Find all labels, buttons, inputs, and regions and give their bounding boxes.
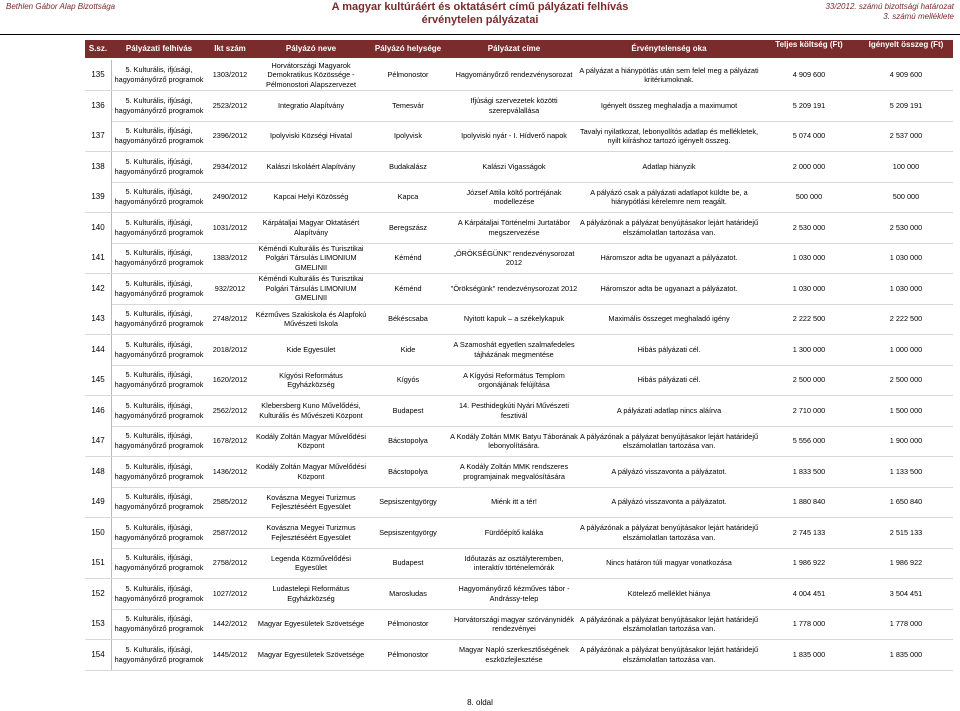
table-row — [85, 487, 953, 518]
row-project-title: "Örökségünk" rendezvénysorozat 2012 — [450, 283, 578, 293]
row-applicant-place: Kéménd — [394, 283, 422, 293]
row-total-cost: 2 745 133 — [792, 527, 826, 537]
row-program: 5. Kulturális, ifjúsági, hagyományőrző programok — [114, 156, 204, 176]
row-applicant-name: Magyar Egyesületek Szövetsége — [257, 619, 365, 629]
row-total-cost: 5 209 191 — [792, 100, 826, 110]
header-reference — [825, 2, 954, 22]
row-invalid-reason: Tavalyi nyilatkozat, lebonyolítós adatlap és mellékletek, nyilt kiírásho​z tartozó igényelt összeg. — [579, 126, 759, 145]
row-total-cost: 5 556 000 — [792, 436, 826, 446]
row-applicant-place: Marosludas — [389, 588, 427, 598]
row-total-cost: 2 222 500 — [792, 314, 826, 324]
table-row — [85, 426, 953, 457]
row-applicant-name: Kapcai Helyi Közösség — [273, 192, 349, 202]
table-row — [85, 335, 953, 366]
row-applicant-place: Kide — [400, 344, 416, 354]
row-applicant-name: Kodály Zoltán Magyar Művelődési Központ — [256, 431, 366, 450]
row-invalid-reason: Adatlap hiányzik — [642, 161, 696, 171]
row-applicant-name: Ludastelepi Református Egyházközség — [272, 584, 350, 603]
row-requested-amount: 1 030 000 — [889, 283, 923, 293]
row-project-title: Horvátországi magyar szórványnidék rendezvényei — [453, 614, 575, 633]
row-applicant-place: Budapest — [392, 558, 424, 568]
row-total-cost: 4 004 451 — [792, 588, 826, 598]
row-invalid-reason: A pályázónak a pályázat benyújtásakor lejárt határidejű elszámolatlan tartozása van. — [579, 645, 759, 664]
row-program: 5. Kulturális, ifjúsági, hagyományőrző programok — [114, 583, 204, 603]
table-row — [85, 365, 953, 396]
column-header-program: Pályázati felhívás — [125, 44, 193, 53]
row-requested-amount: 100 000 — [892, 161, 920, 171]
row-program: 5. Kulturális, ifjúsági, hagyományőrző programok — [114, 309, 204, 328]
row-applicant-name: Kéméndi Kulturális és Turisztikai Polgári Társulás LIMONIUM GMELINII — [258, 274, 364, 303]
column-header-name: Pályázó neve — [285, 44, 337, 53]
row-ikt: 1303/2012 — [212, 70, 248, 80]
row-project-title: A Kodály Zoltán MMK Batyu Tábor​ának lebonyolítására. — [450, 431, 578, 450]
row-number: 148 — [85, 457, 112, 487]
row-program: 5. Kulturális, ifjúsági, hagyományőrző programok — [114, 461, 204, 481]
row-invalid-reason: Nincs határon túli magyar vonatkozása — [606, 558, 732, 568]
row-applicant-name: Magyar Egyesületek Szövetsége — [257, 649, 365, 659]
row-project-title: A Szamoshát egyetlen szalmafedeles tájházának megmentése — [453, 340, 575, 359]
row-project-title: Hagyományőrző rendezvénysorozat — [455, 70, 573, 80]
row-requested-amount: 1 500 000 — [889, 405, 923, 415]
row-invalid-reason: Igényelt összeg meghaladja a maximumot — [600, 100, 738, 110]
row-total-cost: 2 530 000 — [792, 222, 826, 232]
row-number: 136 — [85, 91, 112, 121]
row-total-cost: 2 500 000 — [792, 375, 826, 385]
row-applicant-name: Kovászna Megyei Turizmus Fejlesztéséért Egyesület — [266, 492, 356, 511]
header-title — [330, 1, 630, 27]
row-applicant-place: Pélmonostor — [387, 619, 429, 629]
column-header-num: S.sz. — [88, 44, 108, 53]
column-header-requested: Igényelt összeg (Ft) — [868, 40, 944, 49]
row-project-title: A Kodály Zoltán MMK rendszeres programjainak megvalósítására — [459, 462, 569, 481]
row-ikt: 2587/2012 — [212, 527, 248, 537]
row-applicant-place: Temesvár — [392, 100, 424, 110]
row-applicant-name: Ipolyviski Községi Hivatal — [270, 131, 352, 141]
row-applicant-place: Bácstopolya — [388, 466, 428, 476]
row-applicant-place: Kéménd — [394, 253, 422, 263]
row-number: 141 — [85, 243, 112, 273]
row-ikt: 1445/2012 — [212, 649, 248, 659]
row-total-cost: 1 880 840 — [792, 497, 826, 507]
row-number: 150 — [85, 518, 112, 548]
table-row — [85, 396, 953, 427]
row-ikt: 932/2012 — [214, 283, 246, 293]
row-number: 147 — [85, 426, 112, 456]
row-requested-amount: 3 504 451 — [889, 588, 923, 598]
row-ikt: 2490/2012 — [212, 192, 248, 202]
row-program: 5. Kulturális, ifjúsági, hagyományőrző programok — [114, 492, 204, 511]
row-total-cost: 1 986 922 — [792, 558, 826, 568]
row-program: 5. Kulturális, ifjúsági, hagyományőrző programok — [114, 553, 204, 572]
row-number: 139 — [85, 182, 112, 212]
row-project-title: Ipolyviski nyár - I. Hídverő napok — [461, 131, 567, 141]
row-ikt: 2562/2012 — [212, 405, 248, 415]
row-applicant-place: Pélmonostor — [387, 70, 429, 80]
row-applicant-place: Budapest — [392, 405, 424, 415]
row-ikt: 1620/2012 — [212, 375, 248, 385]
row-requested-amount: 5 209 191 — [889, 100, 923, 110]
header-title-line1: A magyar kultúráért és oktatásért című pályázati felhívás — [331, 1, 629, 13]
row-requested-amount: 500 000 — [892, 192, 920, 202]
row-applicant-place: Pélmonostor — [387, 649, 429, 659]
header-divider — [0, 34, 960, 35]
row-invalid-reason: Hibás pályázati cél. — [637, 375, 701, 385]
row-applicant-name: Klebersberg Kuno Művelődési, Kulturális és Művészeti Központ — [259, 401, 363, 420]
header-title-line2: érvénytelen pályázatai — [421, 14, 539, 26]
row-number: 146 — [85, 396, 112, 426]
row-number: 149 — [85, 487, 112, 517]
row-project-title: A Kárpátaljai Történelmi Jurtatábor megszervezése — [457, 218, 571, 237]
row-program: 5. Kulturális, ifjúsági, hagyományőrző programok — [114, 278, 204, 298]
column-header-total: Teljes költség (Ft) — [775, 40, 843, 49]
table-header — [85, 40, 953, 58]
row-invalid-reason: Háromszor adta be ugyanazt a pályázatot. — [600, 283, 738, 293]
row-invalid-reason: Kötelező melléklet hiánya — [627, 588, 711, 598]
row-invalid-reason: A pályázó visszavonta a pályázatot. — [611, 497, 727, 507]
row-applicant-place: Sepsiszentgyörgy — [379, 497, 437, 507]
row-total-cost: 1 030 000 — [792, 253, 826, 263]
row-applicant-name: Kéméndi Kulturális és Turisztikai Polgári Társulás LIMONIUM GMELINII — [258, 243, 364, 272]
row-program: 5. Kulturális, ifjúsági, hagyományőrző programok — [114, 217, 204, 237]
row-requested-amount: 1 778 000 — [889, 619, 923, 629]
row-invalid-reason: A pályázat a hiánypótlás után sem felel meg a pályázati kritériumoknak. — [579, 65, 759, 84]
table-row — [85, 91, 953, 122]
row-ikt: 2018/2012 — [212, 344, 248, 354]
row-number: 140 — [85, 213, 112, 243]
row-invalid-reason: A pályázónak a pályázat benyújtásakor lejárt határidejű elszámolatlan tartozása van. — [579, 523, 759, 542]
row-requested-amount: 2 515 133 — [889, 527, 923, 537]
row-total-cost: 1 300 000 — [792, 344, 826, 354]
row-ikt: 1031/2012 — [212, 222, 248, 232]
row-applicant-place: Ipolyvisk — [394, 131, 422, 141]
table-row — [85, 152, 953, 183]
table-row — [85, 579, 953, 610]
row-invalid-reason: A pályázónak a pályázat benyújtásakor lejárt határidejű elszámolatlan tartozása van. — [579, 614, 759, 633]
row-project-title: Miénk itt a tér! — [491, 497, 537, 507]
row-requested-amount: 1 835 000 — [889, 649, 923, 659]
row-requested-amount: 2 530 000 — [889, 222, 923, 232]
row-applicant-place: Sepsiszentgyörgy — [379, 527, 437, 537]
row-requested-amount: 4 909 600 — [889, 70, 923, 80]
row-invalid-reason: A pályázati adatlap nincs aláírva — [616, 405, 722, 415]
header-organization: Bethlen Gábor Alap Bizottsága — [6, 2, 116, 11]
row-requested-amount: 1 650 840 — [889, 497, 923, 507]
table-row — [85, 60, 953, 91]
row-total-cost: 1 778 000 — [792, 619, 826, 629]
row-ikt: 2585/2012 — [212, 497, 248, 507]
row-applicant-place: Kapca — [397, 192, 419, 202]
row-number: 138 — [85, 152, 112, 182]
table-row — [85, 640, 953, 671]
row-applicant-name: Horvátországi Magyarok Demokratikus Közössége - Pélmonostori Alapszervezet — [265, 60, 357, 89]
row-applicant-place: Bácstopolya — [388, 436, 428, 446]
table-row — [85, 518, 953, 549]
row-ikt: 2396/2012 — [212, 131, 248, 141]
row-total-cost: 5 074 000 — [792, 131, 826, 141]
row-project-title: 14. Pesthidegkúti Nyári Művészeti fesztivál — [459, 401, 569, 420]
row-requested-amount: 1 986 922 — [889, 558, 923, 568]
row-requested-amount: 2 537 000 — [889, 131, 923, 141]
row-project-title: Kalászi Vigasságok — [482, 161, 546, 171]
row-project-title: Időutazás az osztályteremben, interaktív történelemórák — [464, 553, 564, 572]
row-program: 5. Kulturális, ifjúsági, hagyományőrző programok — [114, 65, 204, 84]
table-row — [85, 213, 953, 244]
row-program: 5. Kulturális, ifjúsági, hagyományőrző programok — [114, 339, 204, 359]
row-total-cost: 1 835 000 — [792, 649, 826, 659]
row-invalid-reason: Maximális összeget meghaladó igény — [608, 314, 730, 324]
row-number: 152 — [85, 579, 112, 609]
row-project-title: A Kígyósi Református Templom orgonájának felújítása — [463, 370, 565, 389]
row-total-cost: 500 000 — [795, 192, 823, 202]
header-reference-line1: 33/2012. számú bizottsági határozat — [825, 2, 954, 11]
row-program: 5. Kulturális, ifjúsági, hagyományőrző programok — [114, 400, 204, 420]
row-applicant-place: Békéscsaba — [388, 314, 428, 324]
row-invalid-reason: A pályázónak a pályázat benyújtásakor lejárt határidejű elszámolatlan tartozása van. — [579, 218, 759, 237]
row-program: 5. Kulturális, ifjúsági, hagyományőrző programok — [114, 644, 204, 664]
row-total-cost: 4 909 600 — [792, 70, 826, 80]
row-requested-amount: 1 900 000 — [889, 436, 923, 446]
table-row — [85, 457, 953, 488]
page-number: 8. oldal — [467, 698, 493, 707]
row-number: 142 — [85, 274, 112, 304]
row-number: 153 — [85, 609, 112, 639]
row-ikt: 2523/2012 — [212, 100, 248, 110]
row-applicant-place: Kígyós — [396, 375, 420, 385]
page-header — [0, 0, 960, 34]
row-program: 5. Kulturális, ifjúsági, hagyományőrző programok — [114, 370, 204, 389]
row-program: 5. Kulturális, ifjúsági, hagyományőrző programok — [114, 248, 204, 267]
column-header-reason: Érvénytelenség oka — [631, 44, 707, 53]
header-reference-line2: 3. számú melléklete — [883, 12, 954, 21]
row-total-cost: 1 833 500 — [792, 466, 826, 476]
column-header-place: Pályázó helysége — [374, 44, 442, 53]
row-requested-amount: 2 500 000 — [889, 375, 923, 385]
row-project-title: Hagyományőrző kézműves tábor - Andrássy-telep — [458, 584, 570, 603]
row-ikt: 1442/2012 — [212, 619, 248, 629]
row-ikt: 1678/2012 — [212, 436, 248, 446]
column-header-ikt: Ikt szám — [214, 44, 246, 53]
row-requested-amount: 1 133 500 — [889, 466, 923, 476]
row-applicant-name: Kígyósi Református Egyházközség — [279, 370, 343, 389]
row-invalid-reason: Háromszor adta be ugyanazt a pályázatot. — [600, 253, 738, 263]
row-number: 144 — [85, 335, 112, 365]
row-ikt: 2758/2012 — [212, 558, 248, 568]
table-row — [85, 182, 953, 213]
row-applicant-place: Budakalász — [389, 161, 427, 171]
table-row — [85, 304, 953, 335]
row-number: 135 — [85, 60, 112, 90]
table-row — [85, 121, 953, 152]
row-invalid-reason: Hibás pályázati cél. — [637, 344, 701, 354]
row-ikt: 1436/2012 — [212, 466, 248, 476]
row-number: 137 — [85, 121, 112, 151]
row-invalid-reason: A pályázó csak a pályázati adatlapot küldte be, a hiánypótlási kérelemre nem reagált. — [590, 187, 748, 206]
row-applicant-name: Integratio Alapítvány — [277, 100, 345, 110]
row-requested-amount: 2 222 500 — [889, 314, 923, 324]
row-ikt: 2934/2012 — [212, 161, 248, 171]
row-program: 5. Kulturális, ifjúsági, hagyományőrző programok — [114, 522, 204, 542]
row-project-title: „ÖRÖKSÉGÜNK” rendezvénysorozat 2012 — [453, 248, 575, 267]
row-ikt: 1027/2012 — [212, 588, 248, 598]
row-project-title: Ifjúsági szervezetek közötti szerepválallása — [470, 96, 558, 115]
row-invalid-reason: A pályázónak a pályázat benyújtásakor lejárt határidejű elszámolatlan tartozása van. — [579, 431, 759, 450]
row-total-cost: 2 000 000 — [792, 161, 826, 171]
row-requested-amount: 1 030 000 — [889, 253, 923, 263]
row-ikt: 2748/2012 — [212, 314, 248, 324]
row-number: 154 — [85, 640, 112, 670]
row-applicant-name: Kovászna Megyei Turizmus Fejlesztéséért Egyesület — [266, 523, 356, 542]
row-applicant-name: Kézműves Szakiskola és Alapfokú Művészeti Iskola — [255, 309, 367, 328]
row-number: 145 — [85, 365, 112, 395]
row-program: 5. Kulturális, ifjúsági, hagyományőrző programok — [114, 187, 204, 206]
row-program: 5. Kulturális, ifjúsági, hagyományőrző programok — [114, 126, 204, 145]
row-total-cost: 1 030 000 — [792, 283, 826, 293]
table-row — [85, 274, 953, 305]
row-program: 5. Kulturális, ifjúsági, hagyományőrző programok — [114, 614, 204, 633]
row-applicant-name: Kárpátaljai Magyar Oktatásért Alapítvány — [262, 218, 360, 237]
row-total-cost: 2 710 000 — [792, 405, 826, 415]
row-requested-amount: 1 000 000 — [889, 344, 923, 354]
column-header-title: Pályázat címe — [487, 44, 541, 53]
row-applicant-name: Legenda Közművelődési Egyesület — [271, 553, 351, 572]
row-applicant-place: Beregszász — [388, 222, 428, 232]
row-applicant-name: Kodály Zoltán Magyar Művelődési Központ — [256, 462, 366, 481]
table-row — [85, 609, 953, 640]
table-row — [85, 548, 953, 579]
row-applicant-name: Kide Egyesület — [286, 344, 336, 354]
row-invalid-reason: A pályázó visszavonta a pályázatot. — [611, 466, 727, 476]
table-row — [85, 243, 953, 274]
row-program: 5. Kulturális, ifjúsági, hagyományőrző programok — [114, 95, 204, 115]
row-ikt: 1383/2012 — [212, 253, 248, 263]
row-project-title: József Attila költő portréjának modellezése — [466, 187, 562, 206]
row-project-title: Magyar Napló szerkesztőségének eszközfejlesztése — [459, 645, 569, 664]
row-number: 151 — [85, 548, 112, 578]
row-project-title: Fürdőépítő kaláka — [484, 527, 544, 537]
row-applicant-name: Kalászi Iskoláért Alapítvány — [266, 161, 356, 171]
row-program: 5. Kulturális, ifjúsági, hagyományőrző programok — [114, 431, 204, 450]
row-number: 143 — [85, 304, 112, 334]
row-project-title: Nyitott kapuk – a székelykapuk — [463, 314, 565, 324]
